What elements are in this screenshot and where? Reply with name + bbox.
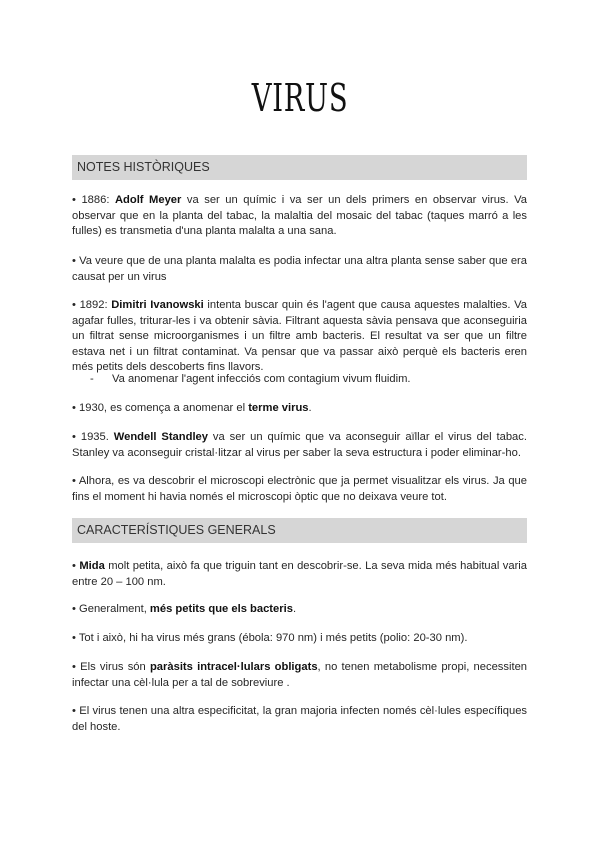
para-post: intenta buscar quin és l'agent que causa aquestes malalties. Va agafar fulles, triturar-les i va obtenir sàvia. Filtrant aquesta sàvia pensava que aconseguiria un filtrat sense microorganismes i un filtre amb bacteris. El resultat va ser que un filtre estava net i un filtrat contaminat. Va pensar que va passar això perquè els bacteris eren més petits dels descoberts fins llavors. <box>72 299 528 374</box>
para-pre: Generalment, <box>79 603 150 615</box>
dash: - <box>90 373 94 385</box>
para-pre: 1892: <box>79 299 112 311</box>
para-pre: El virus tenen una altra especificitat, la gran majoria infecten només cèl·lules específiques del hoste. <box>72 705 528 733</box>
paragraph-smaller <box>72 602 527 618</box>
page-title: VIRUS <box>251 76 349 120</box>
bullet: • <box>72 402 76 414</box>
paragraph-microscope <box>72 474 527 505</box>
para-post: va ser un químic que va aconseguir aïllar el virus del tabac. Stanley va aconseguir cristal·litzar al virus per saber la seva estructura i poder eliminar-ho. <box>72 431 527 459</box>
para-pre: Els virus són <box>80 661 150 673</box>
para-post: va ser un químic i va ser un dels primers en observar virus. Va observar que en la planta del tabac, la malaltia del mosaic del tabac (taques marró a les fulles) es transmetia d'una planta malalta a una sana. <box>72 194 527 238</box>
bullet: • <box>72 632 76 644</box>
para-pre: Alhora, es va descobrir el microscopi electrònic que ja permet visualitzar els virus. Ja que fins el moment hi havia només el microscopi òptic que no deixava veure tot. <box>72 475 527 503</box>
paragraph-parasites <box>72 660 527 691</box>
para-pre: Tot i això, hi ha virus més grans (ébola: 970 nm) i més petits (polio: 20-30 nm). <box>78 632 468 644</box>
para-bold: Mida <box>79 560 105 572</box>
paragraph-1930 <box>72 401 527 417</box>
para-pre: Va veure que de una planta malalta es podia infectar una altra planta sense saber que era causat per un virus <box>72 255 527 283</box>
para-bold: Dimitri Ivanowski <box>111 299 204 311</box>
section-heading-characteristics: CARACTERÍSTIQUES GENERALS <box>72 518 527 543</box>
paragraph-transmission <box>72 254 527 285</box>
bullet: • <box>72 255 76 267</box>
paragraph-specificity <box>72 704 527 735</box>
para-bold: terme virus <box>248 402 309 414</box>
sub-item-text: Va anomenar l'agent infecciós com contagium vivum fluidim. <box>112 373 411 385</box>
para-bold: paràsits intracel·lulars obligats <box>149 661 318 673</box>
para-bold: més petits que els bacteris <box>149 603 293 615</box>
para-bold: Wendell Standley <box>113 431 208 443</box>
bullet: • <box>72 603 76 615</box>
bullet: • <box>72 431 76 443</box>
bullet: • <box>72 705 76 717</box>
paragraph-sizes-range <box>72 631 527 647</box>
paragraph-1892 <box>72 298 527 376</box>
bullet: • <box>72 194 76 206</box>
para-pre: 1930, es comença a anomenar el <box>79 402 249 414</box>
para-post: . <box>292 603 297 615</box>
para-pre: 1886: <box>81 194 115 206</box>
section-heading-historical: NOTES HISTÒRIQUES <box>72 155 527 180</box>
para-bold: Adolf Meyer <box>114 194 182 206</box>
sub-item-contagium <box>90 372 527 388</box>
paragraph-1886 <box>72 193 527 240</box>
para-post: . <box>308 402 312 414</box>
bullet: • <box>72 299 76 311</box>
para-post: molt petita, això fa que triguin tant en descobrir-se. La seva mida més habitual varia entre 20 – 100 nm. <box>72 560 528 588</box>
para-pre: 1935. <box>80 431 114 443</box>
bullet: • <box>72 475 76 487</box>
bullet: • <box>72 560 76 572</box>
paragraph-size <box>72 559 527 590</box>
paragraph-1935 <box>72 430 527 461</box>
bullet: • <box>72 661 76 673</box>
para-post: , no tenen metabolisme propi, necessiten infectar una cèl·lula per a tal de sobreviure . <box>72 661 528 689</box>
